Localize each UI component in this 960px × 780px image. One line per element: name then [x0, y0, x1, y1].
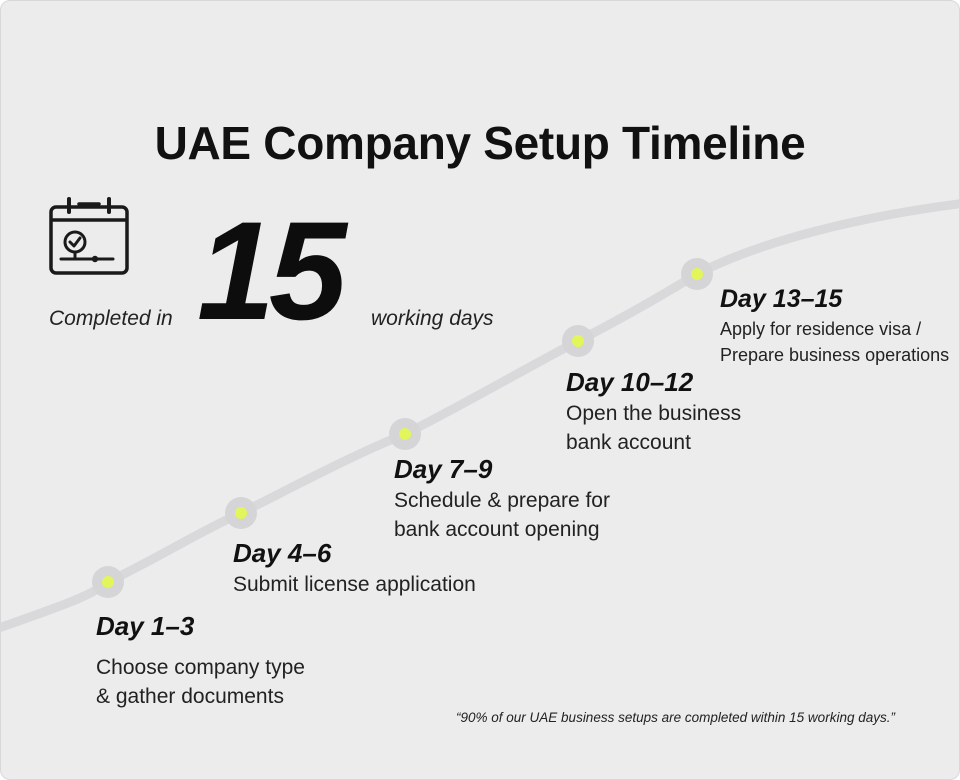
working-days-label: working days — [371, 307, 494, 330]
step-description-line: Apply for residence visa / — [720, 319, 922, 339]
timeline-node-2 — [225, 497, 257, 529]
step-day-10-12 — [566, 365, 741, 457]
step-day-1-3 — [96, 609, 305, 711]
step-description-line: Open the business — [566, 402, 742, 425]
step-day-4-6 — [233, 536, 476, 599]
step-description-line: bank account opening — [394, 518, 600, 541]
step-description-line: & gather documents — [96, 685, 284, 708]
timeline-node-3 — [389, 418, 421, 450]
timeline-node-1 — [92, 566, 124, 598]
step-day-label: Day 10–12 — [566, 367, 694, 397]
step-description-line: Prepare business operations — [720, 345, 950, 365]
footnote-quote: “90% of our UAE business setups are completed within 15 working days.” — [456, 710, 895, 725]
step-description-line: Schedule & prepare for — [394, 489, 610, 512]
step-day-label: Day 7–9 — [394, 454, 493, 484]
step-day-13-15 — [720, 282, 949, 368]
timeline-path — [1, 192, 959, 629]
step-description-line: Submit license application — [233, 573, 476, 596]
timeline-node-5 — [681, 258, 713, 290]
days-count: 15 — [197, 192, 341, 349]
step-day-label: Day 13–15 — [720, 285, 843, 313]
step-day-label: Day 4–6 — [233, 538, 332, 568]
step-day-label: Day 1–3 — [96, 611, 195, 641]
step-day-7-9 — [394, 452, 610, 544]
timeline-node-4 — [562, 325, 594, 357]
page-title: UAE Company Setup Timeline — [154, 117, 806, 169]
step-description-line: Choose company type — [96, 656, 305, 679]
completed-in-label: Completed in — [49, 307, 173, 330]
step-description-line: bank account — [566, 431, 691, 454]
calendar-check-icon — [47, 195, 131, 279]
